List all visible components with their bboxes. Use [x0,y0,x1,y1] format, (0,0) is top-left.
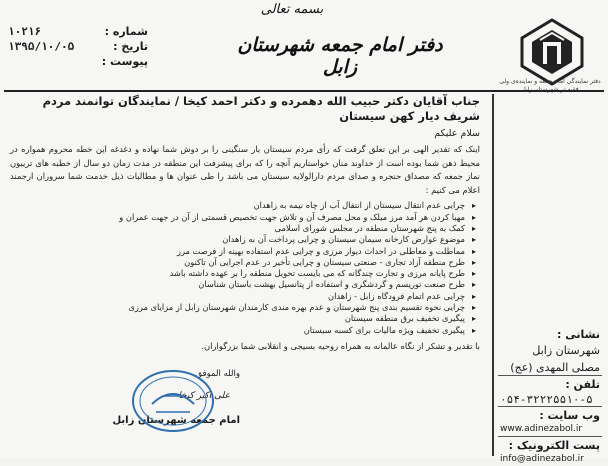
greeting: سلام علیکم [434,128,480,139]
website-link[interactable]: www.adinezabol.ir [500,424,583,434]
list-item: ▸ چرایی عدم انتقال سیستان از انتقال آب از چاه نیمه به زاهدان [10,200,476,211]
contact-sidebar [492,94,606,464]
list-item: ▸ طرح پایانه مرزی و تجارت چندگانه که می بایست تحویل منطقه را بر عهده داشته باشد [10,268,476,279]
meta-attachment-row [8,54,148,69]
email-link[interactable]: info@adinezabol.ir [500,454,584,464]
list-item: ▸ مماطلت و معاطلی در احداث دیوار مرزی و چرایی عدم استفاده بهینه از فرصت مرز [10,246,476,257]
logo-caption: دفتر نمایندگی امام جمعه و نماینده‌ی ولی [499,78,601,85]
letter-meta [8,24,148,69]
list-item: ▸ موضوع عوارض کارخانه سیمان سیستان و چرایی پرداخت آن به زاهدان [10,234,476,245]
phone-label: تلفن : [565,378,600,391]
list-item: ▸ پیگیری تخفیف برق منطقه سیستان [10,313,476,324]
list-item: ▸ چرایی نحوه تقسیم بندی پنج شهرستان و عدم بهره مندی کارمندان شهرستان زابل از مزایای مرزی [10,302,476,313]
header-divider [4,90,604,92]
demands-list [10,200,480,336]
phone-value: ۰۵۴-۳۲۲۲۵۵۱۰-۵ [500,393,593,406]
list-item: ▸ پیگیری تخفیف ویژه مالیات برای کسبه سیستان [10,325,476,336]
basmala: بسمه تعالی [260,2,324,17]
meta-number-row [8,24,148,39]
address-label: نشانی : [557,328,600,341]
signature-name: علی اکبر کیخا [178,391,230,401]
website-label: وب سایت : [539,409,600,422]
official-stamp-icon [130,368,216,434]
office-title: دفتر امام جمعه شهرستان زابل [237,34,443,78]
attachment-label: پیوست : [101,55,148,68]
list-item: ▸ کمک به پنج شهرستان منطقه در مجلس شورای اسلامی [10,223,476,234]
addressee: جناب آقایان دکتر حبیب الله دهمرده و دکتر احمد کیخا / نمایندگان توانمند مردم شریف دیار کهن سیستان [42,94,480,123]
number-value: ۱۰۲۱۶ [8,25,42,38]
address-line1: شهرستان زابل [532,344,600,357]
address-line2: مصلی المهدی (عج) [510,361,600,374]
number-label: شماره : [104,25,148,38]
body-paragraph: اینک که تقدیر الهی بر این تعلق گرفت که رأی مردم سیستان بار سنگینی را بر دوش شما نهاده و دغدغه این خطه محروم همواره در محیط ذهن شما بوده است از خداوند منان خواستاریم آنچه را که برای پیشرفت این منطقه در مدت زمان دو سال از خطبه های تریبون نماز جمعه که مصداق حنجره و صدای مردم دارالولایه سیستان می باشد را طی عنوان ها و مطالبات ذیل خدمت شما سروران ارجمند اعلام می کنیم : [10,144,480,195]
meta-date-row [8,39,148,54]
date-label: تاریخ : [113,40,148,53]
signature-title: امام جمعه شهرستان زابل [112,415,240,426]
email-label: پست الکترونیک : [508,439,600,452]
closing-line: با تقدیر و تشکر از نگاه عالمانه به همراه روحیه بسیجی و انقلابی شما بزرگواران. [201,340,480,351]
list-item: ▸ طرح منطقه آزاد تجاری - صنعتی سیستان و چرایی تأخیر در عدم اجرایی آن تاکنون [10,257,476,268]
list-item: ▸ مهیا کردن هر آمد مرز میلک و محل مصرف آن و تلاش جهت تخصیص قسمتی از آن در جهت عمران و [10,212,476,223]
signature-salutation: والله الموفق [195,369,240,379]
date-value: ۱۳۹۵/۱۰/۰۵ [8,40,75,53]
list-item: ▸ چرایی عدم اتمام فرودگاه زابل - زاهدان [10,291,476,302]
list-item: ▸ طرح صنعت توریسم و گردشگری و استفاده از پتانسیل بهشت باستان شناسان [10,279,476,290]
